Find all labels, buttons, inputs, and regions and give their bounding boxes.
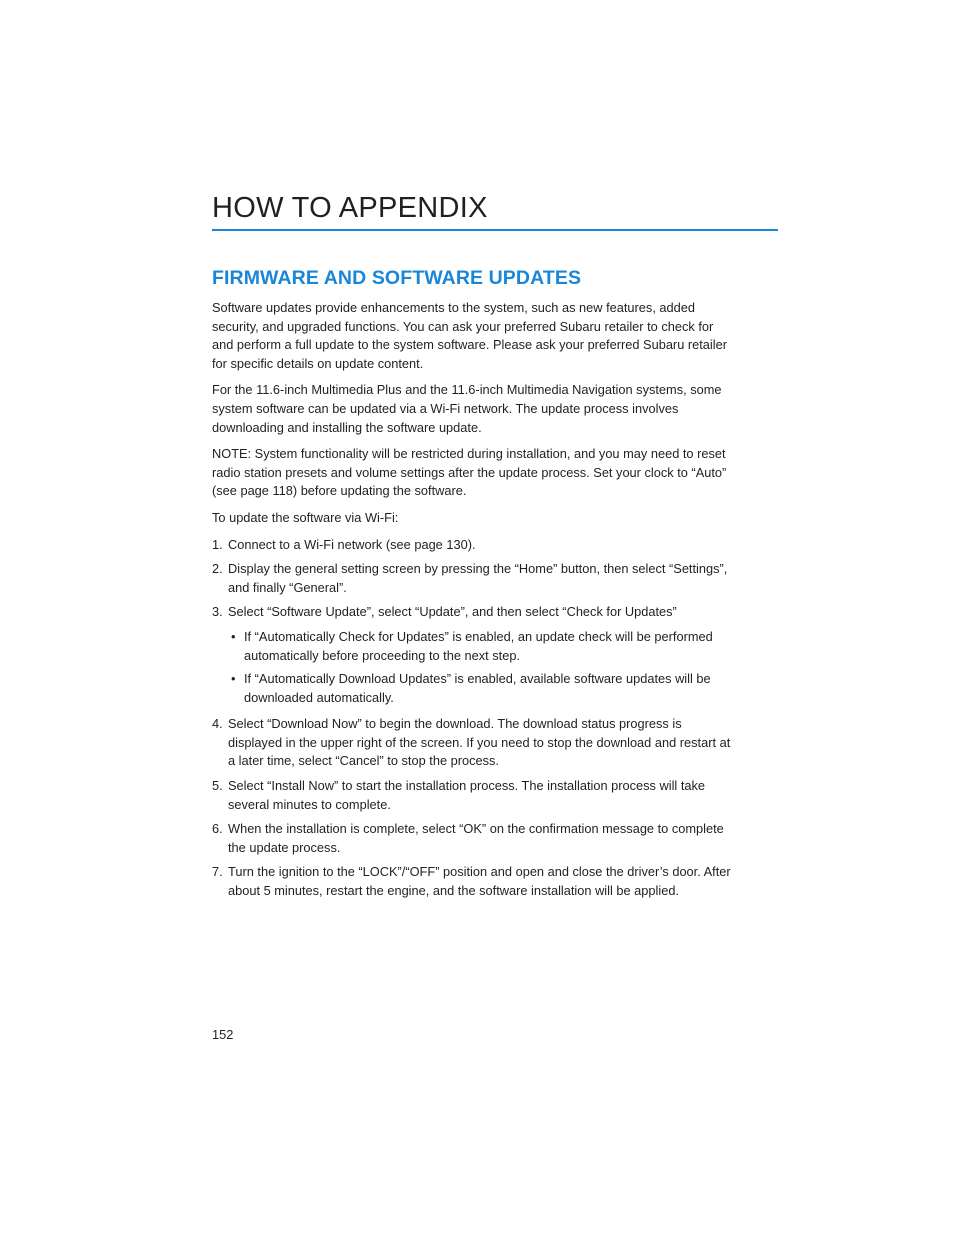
step-text: Select “Software Update”, select “Update”, and then select “Check for Updates” [228, 604, 677, 620]
step-item [212, 777, 732, 814]
step-item [212, 863, 732, 900]
step-text: Select “Install Now” to start the installation process. The installation process will take several minutes to complete. [228, 778, 706, 812]
main-content [212, 266, 732, 907]
step-number: 3. [212, 604, 223, 620]
step-3-bullet-list [212, 628, 732, 707]
bullet-glyph: • [231, 628, 236, 644]
step-item [212, 603, 732, 622]
bullet-text: If “Automatically Download Updates” is enabled, available software updates will be downloaded automatically. [244, 671, 711, 705]
step-number: 1. [212, 536, 223, 552]
step-text: Turn the ignition to the “LOCK”/“OFF” position and open and close the driver’s door. After about 5 minutes, restart the engine, and the software installation will be applied. [228, 864, 731, 899]
bullet-glyph: • [231, 671, 236, 687]
page-number: 152 [212, 1027, 234, 1042]
section-heading: FIRMWARE AND SOFTWARE UPDATES [212, 267, 582, 289]
step-text: Display the general setting screen by pressing the “Home” button, then select “Settings”, and finally “General”. [228, 561, 728, 595]
step-item [212, 560, 732, 597]
step-number: 6. [212, 821, 223, 837]
step-item [212, 820, 732, 857]
step-item [212, 715, 732, 771]
note-paragraph: NOTE: System functionality will be restricted during installation, and you may need to reset radio station presets and volume settings after the update process. Set your clock to “Auto” (see page 118) before updating the software. [212, 446, 727, 499]
section-header [212, 191, 778, 225]
header-rule [212, 229, 778, 231]
step-text: Select “Download Now” to begin the download. The download status progress is displayed in the upper right of the screen. If you need to stop the download and restart at a later time, select “Cancel” to stop the process. [228, 716, 731, 769]
bullet-item [212, 628, 732, 665]
step-number: 7. [212, 864, 223, 880]
bullet-text: If “Automatically Check for Updates” is enabled, an update check will be performed automatically before proceeding to the next step. [244, 628, 713, 663]
section-title: HOW TO APPENDIX [212, 192, 488, 224]
step-item [212, 536, 732, 555]
step-number: 2. [212, 561, 223, 577]
bullet-item [212, 670, 732, 707]
intro-paragraph: Software updates provide enhancements to the system, such as new features, added security, and upgraded functions. You can ask your preferred Subaru retailer to check for and perform a full update to the system software. Please ask your preferred Subaru retailer for specific details on update content. [212, 300, 727, 371]
steps-intro: To update the software via Wi-Fi: [212, 509, 399, 525]
step-number: 4. [212, 716, 223, 732]
step-text: Connect to a Wi-Fi network (see page 130). [228, 536, 476, 552]
wifi-paragraph: For the 11.6-inch Multimedia Plus and the 11.6-inch Multimedia Navigation systems, some system software can be updated via a Wi-Fi network. The update process involves downloading and installing the software update. [212, 382, 722, 435]
step-text: When the installation is complete, select “OK” on the confirmation message to complete the update process. [228, 821, 724, 855]
step-number: 5. [212, 778, 223, 794]
